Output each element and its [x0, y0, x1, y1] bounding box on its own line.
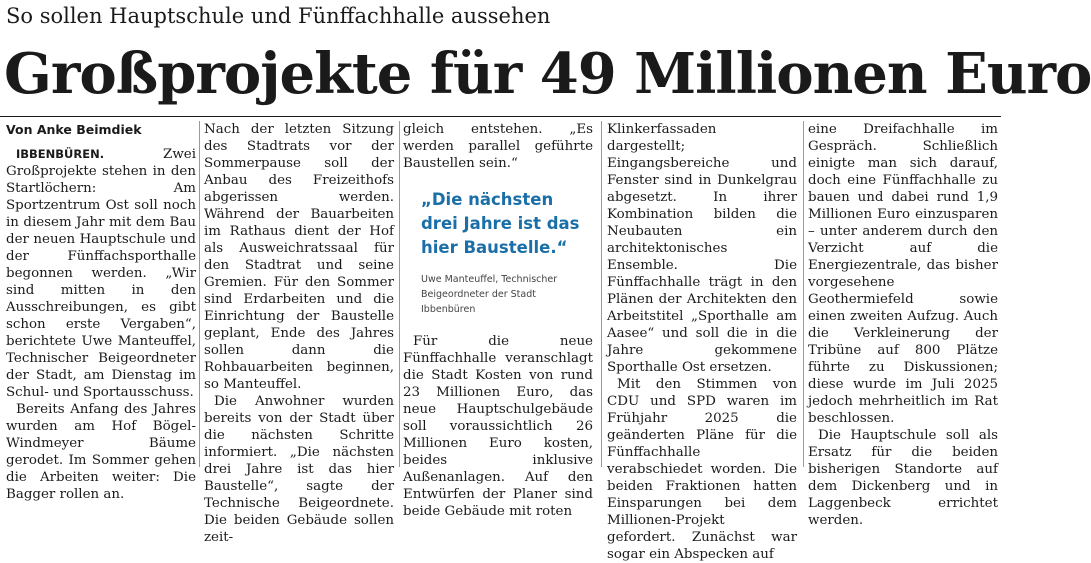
paragraph: Für die neue Fünffachhalle veranschlagt die Stadt Kosten von rund 23 Millionen Euro, das neue Hauptschulgebäude soll voraussichtlich 26 Millionen Euro kosten, beides inklusive Außenanlagen. Auf den Entwürfen der Planer sind beide Gebäude mit roten [403, 334, 593, 519]
paragraph: Die Hauptschule soll als Ersatz für die beiden bisherigen Standorte auf dem Dickenberg und in Laggenbeck errichtet werden. [808, 428, 998, 528]
paragraph: gleich entstehen. „Es werden parallel geführte Baustellen sein.“ [403, 122, 593, 171]
paragraph: Bereits Anfang des Jahres wurden am Hof Bögel-Windmeyer Bäume gerodet. Im Sommer gehen die Arbeiten weiter: Die Bagger rollen an. [6, 402, 196, 502]
paragraph: Die Anwohner wurden bereits von der Stadt über die nächsten Schritte informiert. „Die nächsten drei Jahre ist das hier Baustelle“, sagte der Technische Beigeordnete. Die beiden Gebäude sollen zeit- [204, 394, 394, 545]
dateline: IBBENBÜREN. [16, 147, 105, 161]
article-column-2 [204, 121, 394, 545]
byline: Von Anke Beimdiek [6, 122, 142, 137]
paragraph: Nach der letzten Sitzung des Stadtrats vor der Sommerpause soll der Anbau des Freizeithofs abgerissen werden. Während der Bauarbeiten im Rathaus dient der Hof als Ausweichratssaal für den Stadtrat und seine Gremien. Für den Sommer sind Erdarbeiten und die Einrichtung der Baustelle geplant, Ende des Jahres sollen dann die Rohbauarbeiten beginnen, so Manteuffel. [204, 122, 394, 392]
lead-paragraph [6, 146, 196, 401]
article-column-4 [607, 121, 797, 562]
pull-quote-source: Uwe Manteuffel, Technischer Beigeordneter der Stadt Ibbenbüren [421, 274, 558, 315]
column-separator [399, 121, 400, 467]
kicker-line: So sollen Hauptschule und Fünffachhalle aussehen [6, 4, 551, 28]
paragraph: eine Dreifachhalle im Gespräch. Schließlich einigte man sich darauf, doch eine Fünffachhalle zu bauen und dabei rund 1,9 Millionen Euro einzusparen – unter anderem durch den Verzicht auf die Energiezentrale, das bisher vorgesehene Geothermiefeld sowie einen zweiten Aufzug. Auch die Verkleinerung der Tribüne auf 800 Plätze führte zu Diskussionen; diese wurde im Juli 2025 jedoch mehrheitlich im Rat beschlossen. [808, 122, 998, 426]
pull-quote: „Die nächsten drei Jahre ist das hier Baustelle.“ [421, 190, 580, 257]
paragraph: Klinkerfassaden dargestellt; Eingangsbereiche und Fenster sind in Dunkelgrau abgesetzt. In ihrer Kombination bilden die Neubauten ein architektonisches Ensemble. Die Fünffachhalle trägt in den Plänen der Architekten den Arbeitstitel „Sporthalle am Aasee“ und soll die in die Jahre gekommene Sporthalle Ost ersetzen. [607, 122, 797, 375]
article-column-1 [6, 121, 196, 502]
article-column-3 [403, 121, 593, 519]
column-separator [601, 121, 602, 467]
headline-rule [0, 116, 1001, 117]
column-separator [199, 121, 200, 467]
column-separator [803, 121, 804, 467]
article-column-5 [808, 121, 998, 528]
headline: Großprojekte für 49 Millionen Euro [4, 41, 1091, 107]
lead-text: Zwei Großprojekte stehen in den Startlöchern: Am Sportzentrum Ost soll noch in diesem Jahr mit dem Bau der neuen Hauptschule und der Fünffachsporthalle begonnen werden. „Wir sind mitten in den Ausschreibungen, es gibt schon erste Vergaben“, berichtete Uwe Manteuffel, Technischer Beigeordneter der Stadt, am Dienstag im Schul- und Sportausschuss. [6, 147, 196, 400]
paragraph: Mit den Stimmen von CDU und SPD waren im Frühjahr 2025 die geänderten Pläne für die Fünffachhalle verabschiedet worden. Die beiden Fraktionen hatten Einsparungen bei dem Millionen-Projekt gefordert. Zunächst war sogar ein Abspecken auf [607, 377, 797, 562]
